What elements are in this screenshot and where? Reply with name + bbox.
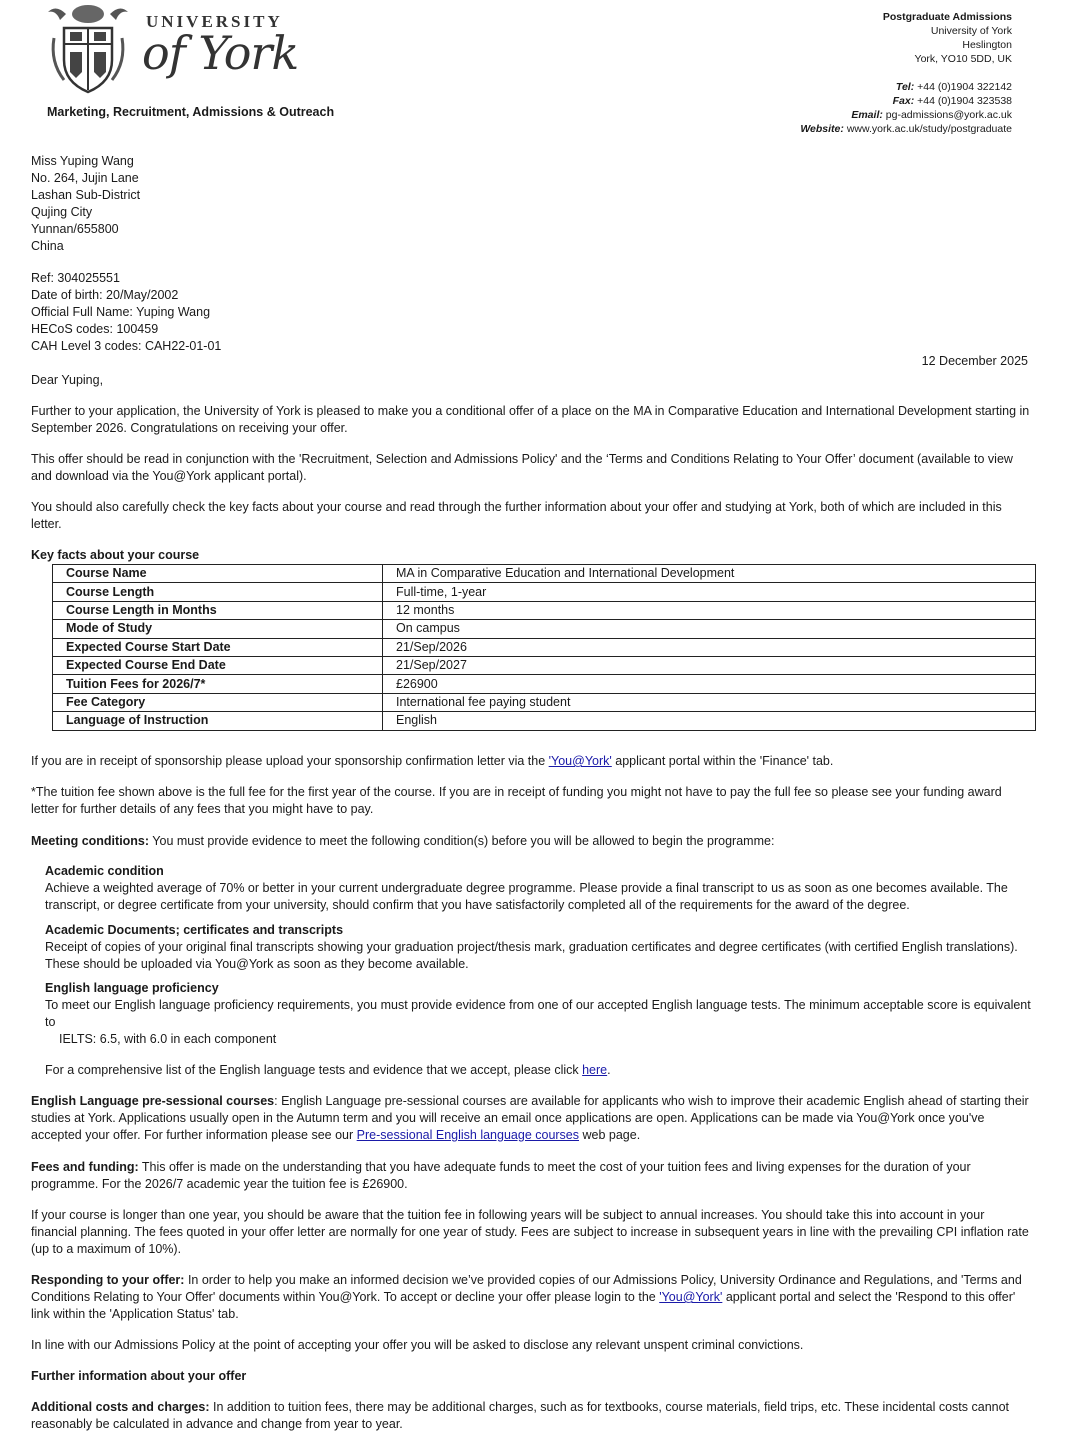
university-logo [46, 2, 306, 102]
key-facts-heading: Key facts about your course [31, 548, 200, 562]
sponsorship-text: If you are in receipt of sponsorship please upload your sponsorship confirmation letter via the [31, 754, 549, 768]
responding-text: In order to help you make an informed decision we’ve provided copies of our Admissions Policy, University Ordinance and Regulations, and 'Terms and Conditions Relating to Your Offer' documents within You@York. To accept or decline your offer please login to the [31, 1273, 1022, 1304]
english-tests-note [45, 1062, 1035, 1079]
fees-funding-label: Fees and funding: [31, 1160, 139, 1174]
key-facts-value: 21/Sep/2026 [383, 638, 1036, 656]
key-facts-label: Course Length [53, 583, 383, 601]
office-address [652, 10, 1012, 66]
english-tests-text: For a comprehensive list of the English language tests and evidence that we accept, please click [45, 1063, 583, 1077]
intro-paragraph: Further to your application, the University of York is pleased to make you a conditional offer of a place on the MA in Comparative Education and International Development starting in September 2026. Congratulations on receiving your offer. [31, 404, 1030, 435]
meeting-conditions-label: Meeting conditions: [31, 834, 150, 848]
recipient-line: Lashan Sub-District [31, 188, 141, 202]
ref-line: Ref: 304025551 [31, 271, 120, 285]
key-facts-row [53, 712, 1036, 730]
condition-title: Academic Documents; certificates and transcripts [45, 923, 344, 937]
condition-documents [45, 922, 1035, 973]
condition-title: Academic condition [45, 864, 164, 878]
key-facts-table [52, 564, 1036, 731]
responding-link[interactable]: 'You@York' [659, 1290, 723, 1304]
key-facts-row [53, 620, 1036, 638]
key-facts-value: Full-time, 1-year [383, 583, 1036, 601]
logo-york-text: of York [142, 26, 299, 80]
key-facts-label: Mode of Study [53, 620, 383, 638]
tel-label: Tel: [895, 81, 915, 93]
contact-details [612, 80, 1012, 136]
condition-text: Receipt of copies of your original final transcripts showing your graduation project/thesis mark, graduation certificates and degree certificates (with certified English translations). These should be uploaded via You@York as soon as they become available. [45, 940, 1018, 971]
key-facts-label: Expected Course Start Date [53, 638, 383, 656]
office-line: Heslington [962, 39, 1012, 51]
ref-line: Date of birth: 20/May/2002 [31, 288, 179, 302]
fee-increase-paragraph: If your course is longer than one year, you should be aware that the tuition fee in following years will be subject to annual increases. You should take this into account in your financial planning. The fees quoted in your offer letter are normally for one year of study. Fees are subject to increase in subsequent years in line with the prevailing CPI inflation rate (up to a maximum of 10%). [31, 1208, 1029, 1256]
recipient-line: Yunnan/655800 [31, 222, 119, 236]
recipient-line: Miss Yuping Wang [31, 154, 134, 168]
presessional-link[interactable]: Pre-sessional English language courses [356, 1128, 580, 1142]
website-label: Website: [800, 123, 844, 135]
fax-label: Fax: [892, 95, 915, 107]
logo-university-text: UNIVERSITY [146, 12, 283, 31]
key-facts-label: Course Length in Months [53, 601, 383, 619]
key-facts-label: Expected Course End Date [53, 656, 383, 674]
key-facts-row [53, 693, 1036, 711]
condition-english [45, 980, 1035, 1048]
sponsorship-text-end: applicant portal within the 'Finance' tab. [611, 754, 834, 768]
presessional-text-end: web page. [579, 1128, 641, 1142]
additional-costs-text: In addition to tuition fees, there may be additional charges, such as for textbooks, course materials, field trips, etc. These incidental costs cannot reasonably be calculated in advance and change from year to year. [31, 1400, 1010, 1431]
additional-costs-label: Additional costs and charges: [31, 1400, 210, 1414]
key-facts-value: On campus [383, 620, 1036, 638]
you-at-york-link[interactable]: 'You@York' [548, 754, 612, 768]
key-facts-label: Course Name [53, 565, 383, 583]
responding-paragraph [31, 1272, 1031, 1323]
further-info-heading: Further information about your offer [31, 1369, 247, 1383]
key-facts-label: Language of Instruction [53, 712, 383, 730]
responding-label: Responding to your offer: [31, 1273, 185, 1287]
condition-text: Achieve a weighted average of 70% or better in your current undergraduate degree programme. Please provide a final transcript to us as soon as one becomes available. The transcript, or degree certificate from your university, should confirm that you have satisfactorily completed all of the requirements for the award of the degree. [45, 881, 1008, 912]
recipient-line: Qujing City [31, 205, 93, 219]
email-label: Email: [851, 109, 883, 121]
english-tests-link[interactable]: here [582, 1063, 608, 1077]
condition-academic [45, 863, 1035, 914]
office-line: University of York [930, 25, 1012, 37]
email-value[interactable]: pg-admissions@york.ac.uk [885, 109, 1012, 121]
key-facts-value: English [383, 712, 1036, 730]
key-facts-value: International fee paying student [383, 693, 1036, 711]
tel-value: +44 (0)1904 322142 [917, 81, 1012, 93]
key-facts-label: Fee Category [53, 693, 383, 711]
key-facts-value: 12 months [383, 601, 1036, 619]
letter-date: 12 December 2025 [921, 354, 1028, 368]
key-facts-value: £26900 [383, 675, 1036, 693]
ref-line: CAH Level 3 codes: CAH22-01-01 [31, 339, 222, 353]
condition-title: English language proficiency [45, 981, 219, 995]
meeting-conditions [31, 833, 1031, 850]
ref-line: Official Full Name: Yuping Wang [31, 305, 211, 319]
key-facts-intro: You should also carefully check the key facts about your course and read through the further information about your offer and studying at York, both of which are included in this letter. [31, 500, 1002, 531]
key-facts-value: MA in Comparative Education and International Development [383, 565, 1036, 583]
tuition-fee-note: *The tuition fee shown above is the full fee for the first year of the course. If you are in receipt of funding you might not have to pay the full fee so please see your funding award letter for further details of any fees that you might have to pay. [31, 785, 1002, 816]
additional-costs-paragraph [31, 1399, 1031, 1433]
presessional-paragraph [31, 1093, 1031, 1144]
sponsorship-note [31, 753, 1031, 770]
fees-funding-paragraph [31, 1159, 1031, 1193]
key-facts-row [53, 601, 1036, 619]
website-value[interactable]: www.york.ac.uk/study/postgraduate [846, 123, 1012, 135]
key-facts-row [53, 675, 1036, 693]
fax-value: +44 (0)1904 323538 [917, 95, 1012, 107]
condition-text: To meet our English language proficiency requirements, you must provide evidence from one of our accepted English language tests. The minimum acceptable score is equivalent to [45, 998, 1031, 1029]
key-facts-value: 21/Sep/2027 [383, 656, 1036, 674]
office-line: York, YO10 5DD, UK [914, 53, 1012, 65]
office-title: Postgraduate Admissions [882, 11, 1012, 23]
ref-line: HECoS codes: 100459 [31, 322, 159, 336]
recipient-line: China [31, 239, 64, 253]
meeting-conditions-text: You must provide evidence to meet the following condition(s) before you will be allowed to begin the programme: [149, 834, 775, 848]
presessional-text: : English Language pre-sessional courses are available for applicants who wish to improve their academic English ahead of starting their studies at York. Applications usually open in the Autumn term and you will receive an email once applications are open. Applications can be made via You@York once you've accepted your offer. For further information please see our [31, 1094, 1029, 1142]
key-facts-row [53, 638, 1036, 656]
responding-text-end: applicant portal and select the 'Respond to this offer' link within the 'Application Status' tab. [31, 1290, 1016, 1321]
key-facts-row [53, 656, 1036, 674]
department-name: Marketing, Recruitment, Admissions & Outreach [47, 105, 335, 119]
crest-icon [46, 2, 130, 96]
reference-details [31, 270, 221, 355]
policy-paragraph: This offer should be read in conjunction with the 'Recruitment, Selection and Admissions Policy' and the ‘Terms and Conditions Relating to Your Offer’ document (available to view and download via the You@York applicant portal). [31, 452, 1013, 483]
criminal-convictions-note: In line with our Admissions Policy at the point of accepting your offer you will be asked to disclose any relevant unspent criminal convictions. [31, 1338, 804, 1352]
presessional-label: English Language pre-sessional courses [31, 1094, 275, 1108]
key-facts-row [53, 565, 1036, 583]
ielts-requirement: IELTS: 6.5, with 6.0 in each component [59, 1032, 277, 1046]
recipient-line: No. 264, Jujin Lane [31, 171, 139, 185]
recipient-address [31, 153, 140, 255]
greeting: Dear Yuping, [31, 373, 104, 387]
key-facts-row [53, 583, 1036, 601]
english-tests-text-end: . [607, 1063, 611, 1077]
key-facts-label: Tuition Fees for 2026/7* [53, 675, 383, 693]
fees-funding-text: This offer is made on the understanding that you have adequate funds to meet the cost of your tuition fees and living expenses for the duration of your programme. For the 2026/7 academic year the tuition fee is £26900. [31, 1160, 971, 1191]
